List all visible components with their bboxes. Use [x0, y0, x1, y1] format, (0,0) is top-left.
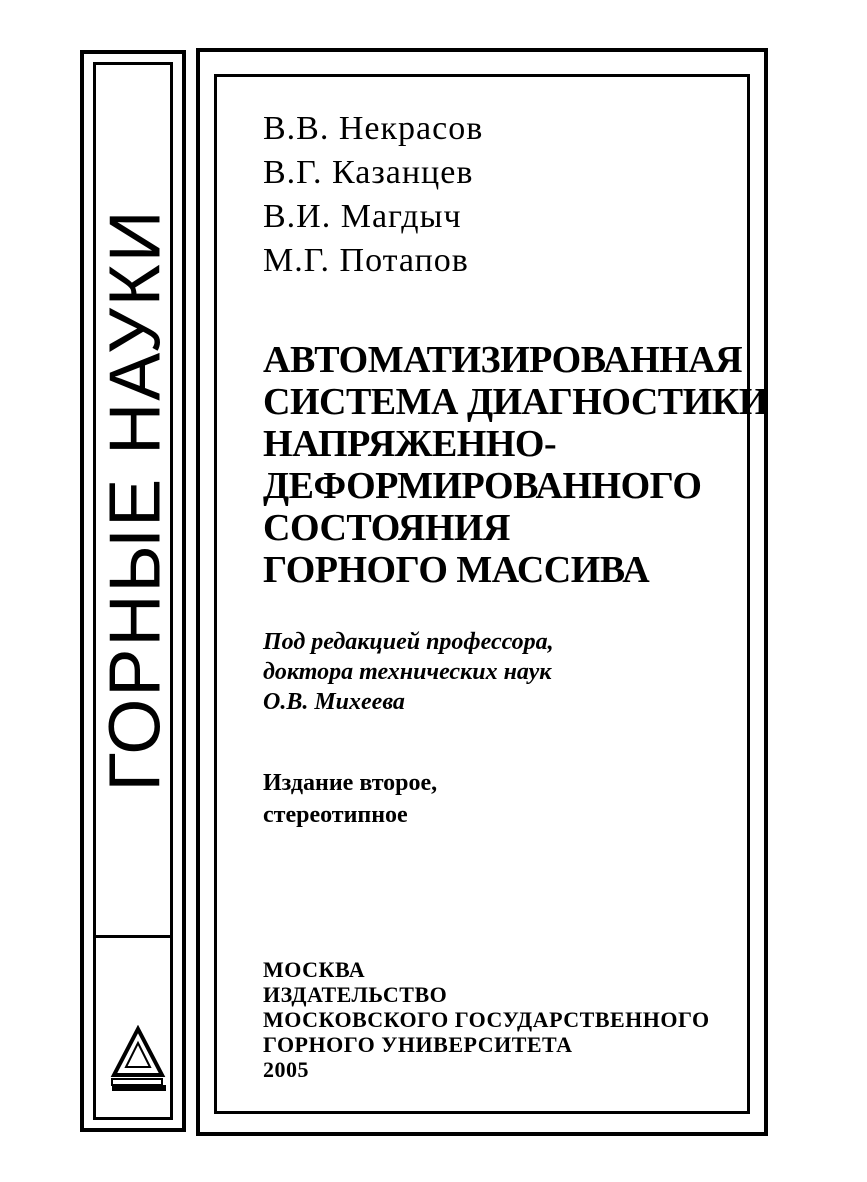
editor-credit	[263, 627, 554, 717]
publisher-block	[263, 957, 710, 1082]
title-line: ДЕФОРМИРОВАННОГО	[263, 465, 702, 507]
author-name: В.В. Некрасов	[263, 110, 484, 147]
publisher-line: МОСКОВСКОГО ГОСУДАРСТВЕННОГО	[263, 1007, 710, 1032]
authors-list	[263, 107, 483, 283]
publisher-line: ГОРНОГО УНИВЕРСИТЕТА	[263, 1032, 573, 1057]
book-title	[263, 339, 768, 591]
title-line: АВТОМАТИЗИРОВАННАЯ	[263, 339, 743, 381]
edition-line: стереотипное	[263, 802, 408, 828]
title-line: СИСТЕМА ДИАГНОСТИКИ	[263, 381, 768, 423]
spine-title-area	[96, 65, 176, 935]
spine-divider	[93, 935, 173, 938]
spine-panel	[80, 50, 186, 1132]
author-name: В.Г. Казанцев	[263, 154, 474, 191]
title-line: НАПРЯЖЕННО-	[263, 423, 557, 465]
editor-line: Под редакцией профессора,	[263, 629, 554, 655]
title-line: ГОРНОГО МАССИВА	[263, 549, 650, 591]
cover-outer-frame	[196, 48, 768, 1136]
editor-line: доктора технических наук	[263, 659, 552, 685]
publisher-city: МОСКВА	[263, 957, 366, 982]
title-line: СОСТОЯНИЯ	[263, 507, 510, 549]
triangle-book-logo-icon	[110, 1025, 166, 1095]
edition-line: Издание второе,	[263, 770, 438, 796]
author-name: М.Г. Потапов	[263, 242, 469, 279]
edition-note	[263, 767, 437, 831]
editor-line: О.В. Михеева	[263, 689, 405, 715]
publication-year: 2005	[263, 1057, 309, 1082]
author-name: В.И. Магдыч	[263, 198, 462, 235]
cover-inner-frame	[214, 74, 768, 1114]
series-title: ГОРНЫЕ НАУКИ	[96, 208, 176, 792]
publisher-line: ИЗДАТЕЛЬСТВО	[263, 982, 448, 1007]
spine-inner-frame	[93, 62, 176, 1120]
